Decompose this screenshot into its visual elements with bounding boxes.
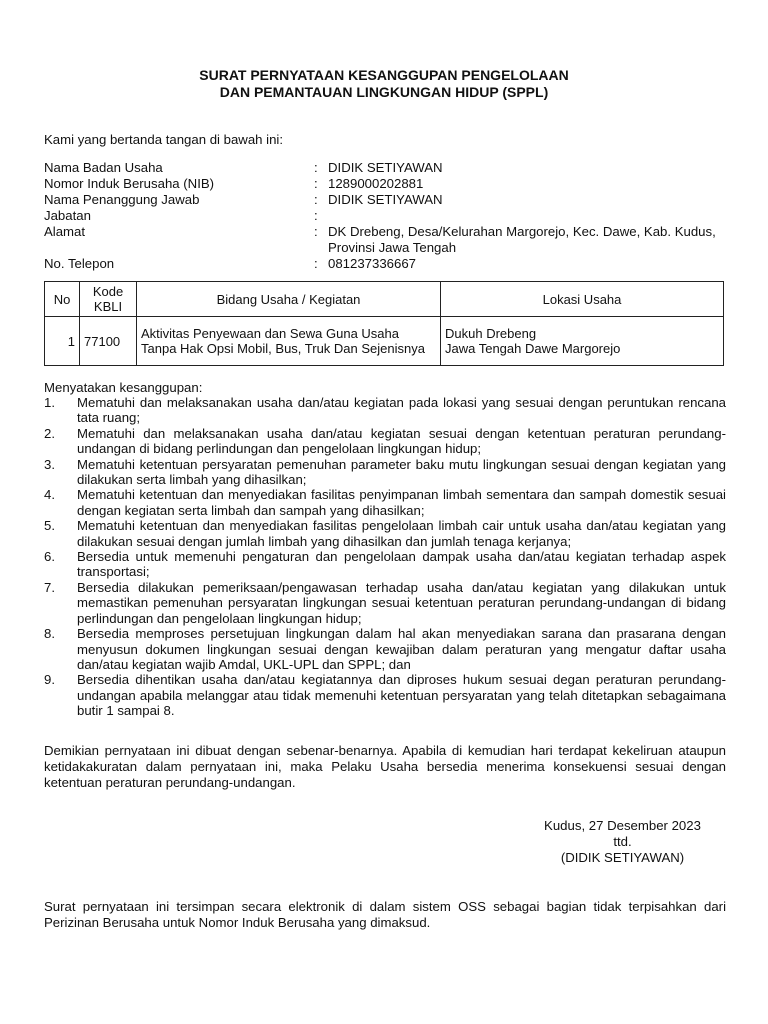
list-item (44, 395, 726, 426)
identity-label: Nama Badan Usaha (44, 160, 163, 175)
identity-label: Nomor Induk Berusaha (NIB) (44, 176, 215, 191)
list-item-text: Mematuhi ketentuan dan menyediakan fasilitas penyimpanan limbah sementara dan sampah domestik sesuai dengan kegiatan serta limbah dan sampah yang dihasilkan; (77, 487, 726, 518)
list-item-number: 6. (44, 549, 55, 565)
header-bidang-usaha: Bidang Usaha / Kegiatan (137, 282, 441, 317)
identity-value: DK Drebeng, Desa/Kelurahan Margorejo, Kec. Dawe, Kab. Kudus, Provinsi Jawa Tengah (328, 224, 716, 255)
list-item-text: Bersedia memproses persetujuan lingkungan dalam hal akan menyediakan sarana dan prasarana dengan menyusun dokumen lingkungan sesuai dengan kewajiban dalam peraturan yang mengatur daftar usaha dan/atau kegiatan wajib Amdal, UKL-UPL dan SPPL; dan (77, 626, 726, 672)
signature-block (520, 818, 725, 866)
declaration-heading: Menyatakan kesanggupan: (44, 380, 203, 395)
list-item-text: Mematuhi ketentuan persyaratan pemenuhan parameter baku mutu lingkungan sesuai dengan kegiatan yang dilakukan serta limbah yang dihasilkan; (77, 456, 726, 488)
header-kode-line-1: Kode (92, 284, 124, 299)
closing-paragraph: Demikian pernyataan ini dibuat dengan sebenar-benarnya. Apabila di kemudian hari terdapat kekeliruan ataupun ketidakakuratan dalam pernyataan ini, maka Pelaku Usaha bersedia menerima konsekuensi sesuai dengan ketentuan peraturan perundang-undangan. (44, 743, 726, 790)
identity-label: Jabatan (44, 208, 91, 223)
list-item-text: Mematuhi ketentuan dan menyediakan fasilitas pengelolaan limbah cair untuk usaha dan/atau kegiatan yang dilakukan sesuai dengan jumlah limbah yang dihasilkan dan jumlah tenaga kerjanya; (77, 518, 726, 549)
signature-ttd: ttd. (613, 834, 632, 849)
cell-bidang-usaha: Aktivitas Penyewaan dan Sewa Guna Usaha Tanpa Hak Opsi Mobil, Bus, Truk Dan Sejenisnya (137, 317, 441, 366)
list-item-number: 7. (44, 579, 55, 595)
list-item-number: 5. (44, 518, 55, 534)
list-item (44, 580, 726, 626)
list-item-number: 9. (44, 672, 55, 688)
identity-row (44, 160, 734, 176)
cell-lokasi-usaha (441, 317, 724, 366)
list-item (44, 426, 726, 457)
list-item (44, 487, 726, 518)
document-title-line-2: DAN PEMANTAUAN LINGKUNGAN HIDUP (SPPL) (219, 84, 549, 100)
list-item-text: Mematuhi dan melaksanakan usaha dan/atau kegiatan sesuai dengan ketentuan peraturan perundang-undangan di bidang perlindungan dan pengelolaan lingkungan hidup; (77, 425, 726, 457)
list-item (44, 626, 726, 672)
header-lokasi-usaha: Lokasi Usaha (441, 282, 724, 317)
lokasi-line-1: Dukuh Drebeng (445, 326, 537, 341)
list-item-text: Bersedia dihentikan usaha dan/atau kegiatannya dan diproses hukum sesuai degan peraturan perundang-undangan apabila melanggar atau tidak memenuhi ketentuan persyaratan yang telah ditetapkan sebagaimana butir 1 sampai 8. (77, 672, 726, 719)
list-item-text: Mematuhi dan melaksanakan usaha dan/atau kegiatan pada lokasi yang sesuai dengan peruntukan rencana tata ruang; (77, 395, 726, 426)
identity-row (44, 192, 734, 208)
list-item-number: 8. (44, 626, 55, 642)
identity-value: DIDIK SETIYAWAN (328, 160, 443, 175)
kbli-header-row (45, 282, 724, 317)
identity-label: Nama Penanggung Jawab (44, 192, 200, 207)
signature-name: (DIDIK SETIYAWAN) (560, 850, 685, 865)
identity-value: DIDIK SETIYAWAN (328, 192, 443, 207)
list-item-text: Bersedia untuk memenuhi pengaturan dan pengelolaan dampak usaha dan/atau kegiatan terhadap aspek transportasi; (77, 549, 726, 580)
intro-text: Kami yang bertanda tangan di bawah ini: (44, 132, 284, 147)
identity-row (44, 208, 734, 224)
document-title-line-1: SURAT PERNYATAAN KESANGGUPAN PENGELOLAAN (199, 67, 569, 83)
list-item (44, 457, 726, 488)
header-kode-kbli (80, 282, 137, 317)
table-row (45, 317, 724, 366)
identity-colon: : (314, 192, 318, 207)
identity-label: No. Telepon (44, 256, 115, 271)
declaration-list (44, 395, 726, 719)
list-item-number: 3. (44, 456, 55, 472)
signature-place-date: Kudus, 27 Desember 2023 (544, 818, 701, 833)
identity-row (44, 256, 734, 272)
list-item-text: Bersedia dilakukan pemeriksaan/pengawasan terhadap usaha dan/atau kegiatan yang dilakukan untuk memastikan pemenuhan persyaratan lingkungan sesuai ketentuan peraturan perundang-undangan di bidang perlindungan dan pengelolaan lingkungan hidup; (77, 579, 726, 626)
lokasi-line-2: Jawa Tengah Dawe Margorejo (445, 341, 621, 356)
header-no: No (45, 282, 80, 317)
identity-value (328, 208, 734, 224)
list-item-number: 2. (44, 425, 55, 441)
identity-row (44, 224, 734, 256)
cell-no: 1 (45, 317, 80, 366)
header-kode-line-2: KBLI (93, 299, 123, 314)
identity-value: 081237336667 (328, 256, 417, 271)
cell-kode-kbli: 77100 (80, 317, 137, 366)
identity-table (44, 160, 734, 272)
list-item-number: 1. (44, 395, 55, 410)
identity-label: Alamat (44, 224, 86, 239)
identity-row (44, 176, 734, 192)
kbli-table (44, 281, 724, 366)
identity-colon: : (314, 256, 318, 271)
list-item (44, 518, 726, 549)
list-item (44, 549, 726, 580)
identity-colon: : (314, 208, 318, 223)
identity-colon: : (314, 224, 318, 239)
list-item-number: 4. (44, 487, 55, 503)
footer-note: Surat pernyataan ini tersimpan secara elektronik di dalam sistem OSS sebagai bagian tidak terpisahkan dari Perizinan Berusaha untuk Nomor Induk Berusaha yang dimaksud. (44, 899, 726, 930)
list-item (44, 672, 726, 718)
identity-colon: : (314, 160, 318, 175)
identity-value: 1289000202881 (328, 176, 424, 191)
identity-colon: : (314, 176, 318, 191)
